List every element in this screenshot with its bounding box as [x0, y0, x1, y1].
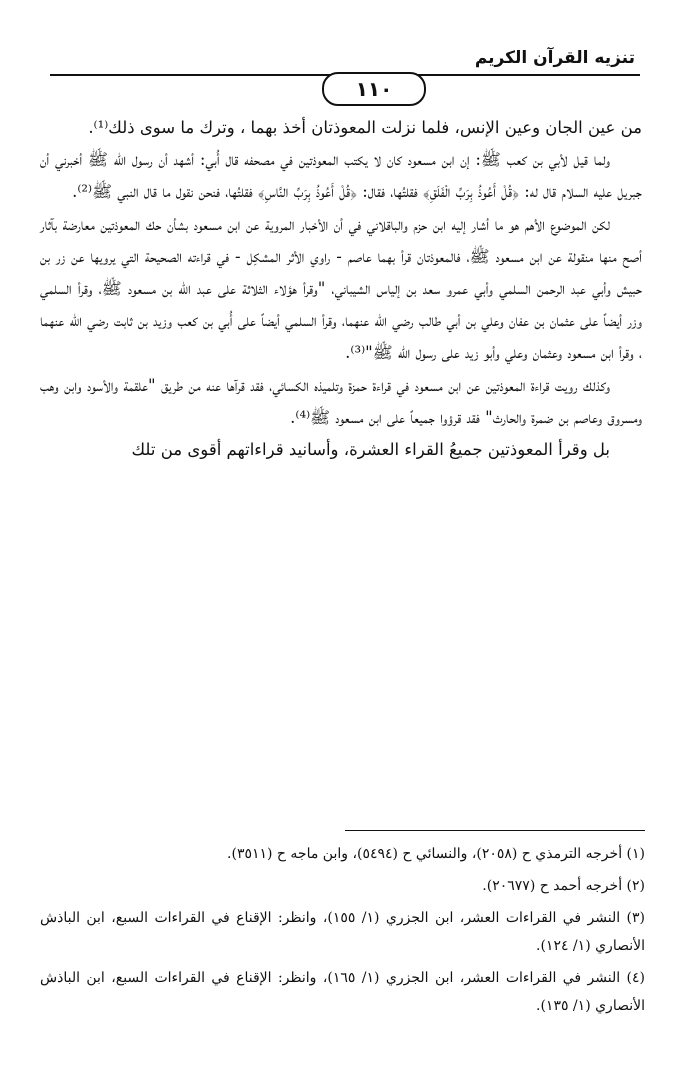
footnote-rule [345, 830, 645, 831]
paragraph: لكن الموضوع الأهم هو ما أشار إليه ابن حزم والباقلاني في أن الأخبار المروية عن ابن مسعود بشأن حك المعوذتين معارضة بآثار أصح منها منقولة عن ابن مسعود ﷺ، فالمعوذتان قرأ بهما عاصم - راوي الأثر المشكِل - في قراءته الصحيحة التي يرويها عن زر بن حبيش وأبي عبد الرحمن السلمي وأبي عمرو سعد بن إلياس الشيباني، "وقرأ هؤلاء الثلاثة على عبد الله بن مسعود ﷺ، وقرأ السلمي وزر أيضاً على عثمان بن عفان وعلي بن أبي طالب رضي الله عنهما، وقرأ السلمي أيضاً على أُبي بن كعب وزيد بن ثابت رضي الله عنهما ، وقرأ ابن مسعود وعثمان وعلي وأبو زيد على رسول الله ﷺ"⁽³⁾. [40, 214, 642, 363]
page-number: ١١٠ [322, 72, 426, 106]
paragraph: من عين الجان وعين الإنس، فلما نزلت المعوذتان أخذ بهما ، وترك ما سوى ذلك⁽¹⁾. [88, 118, 642, 137]
running-title: تنزيه القرآن الكريم [474, 48, 635, 68]
paragraph: وكذلك رويت قراءة المعوذتين عن ابن مسعود في قراءة حمزة وتلميذه الكسائي، فقد قرآها عنه من طريق "علقمة والأسود وابن وهب ومسروق وعاصم بن ضمرة والحارث" فقد قرؤوا جميعاً على ابن مسعود ﷺ⁽⁴⁾. [40, 375, 642, 427]
body-text [40, 112, 642, 466]
footnote: (١) أخرجه الترمذي ح (٢٠٥٨)، والنسائي ح (٥٤٩٤)، وابن ماجه ح (٣٥١١). [227, 846, 645, 862]
footnote: (٤) النشر في القراءات العشر، ابن الجزري (١/ ١٦٥)، وانظر: الإقناع في القراءات السبع، ابن الباذش الأنصاري (١/ ١٣٥). [40, 970, 645, 1014]
footnote: (٣) النشر في القراءات العشر، ابن الجزري (١/ ١٥٥)، وانظر: الإقناع في القراءات السبع، ابن الباذش الأنصاري (١/ ١٢٤). [40, 910, 645, 954]
footnotes [40, 840, 645, 1024]
paragraph: ولما قيل لأبي بن كعب ﷺ: إن ابن مسعود كان لا يكتب المعوذتين في مصحفه قال أُبي: أشهد أن رسول الله ﷺ أخبرني أن جبريل عليه السلام قال له: ﴿قُلْ أَعُوذُ بِرَبِّ الْفَلَقِ﴾ فقلتُها، فقال: ﴿قُلْ أَعُوذُ بِرَبِّ النَّاسِ﴾ فقلتُها، فنحن نقول ما قال النبي ﷺ⁽²⁾. [40, 150, 642, 202]
paragraph: بل وقرأ المعوذتين جميعُ القراء العشرة، وأسانيد قراءاتهم أقوى من تلك [131, 440, 610, 460]
footnote: (٢) أخرجه أحمد ح (٢٠٦٧٧). [482, 878, 645, 894]
